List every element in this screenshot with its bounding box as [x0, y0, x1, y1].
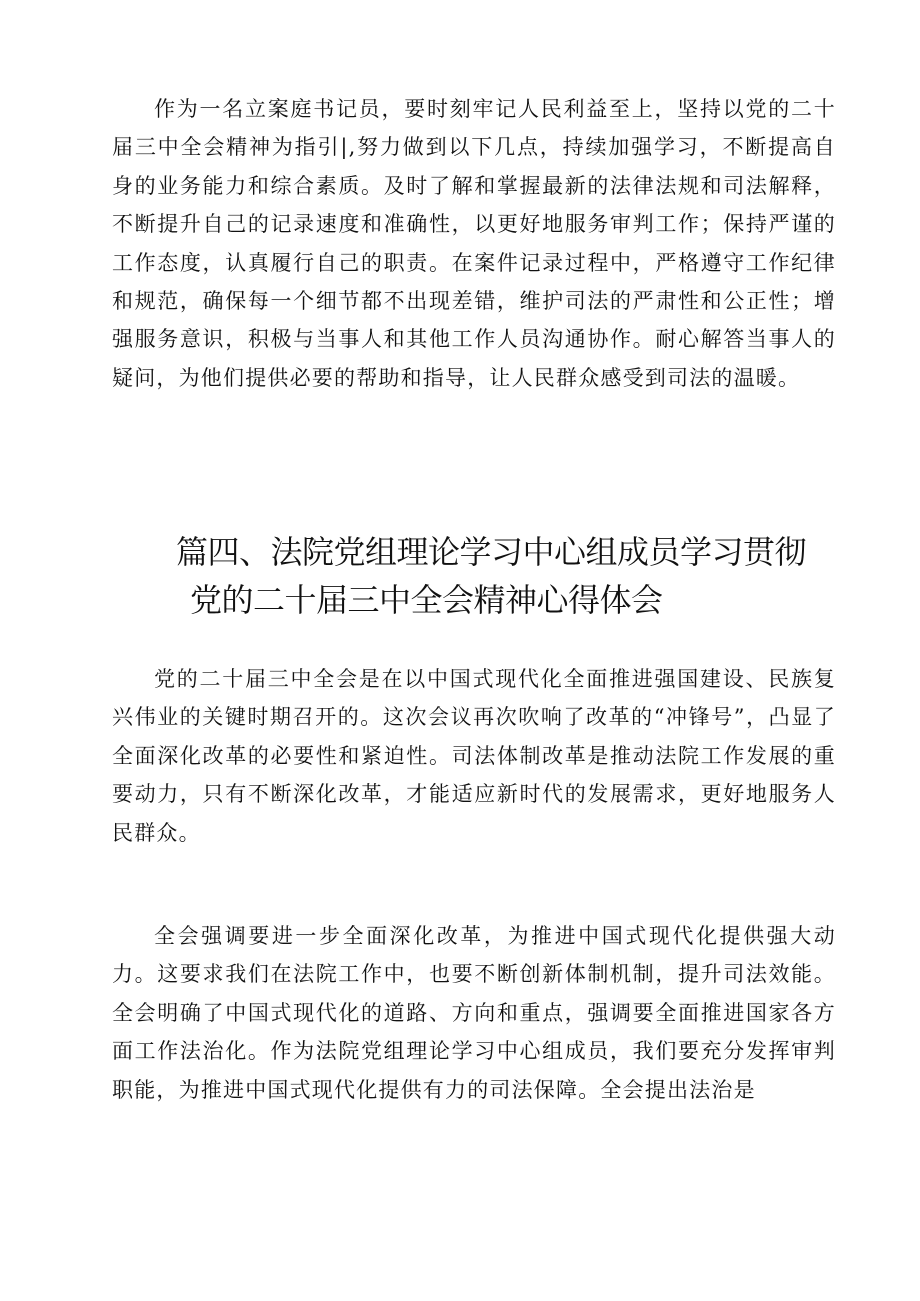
section-heading: [176, 528, 848, 624]
section-heading-line-1: 篇四、法院党组理论学习中心组成员学习贯彻: [176, 533, 807, 571]
body-paragraph-clerk-duties: 作为一名立案庭书记员，要时刻牢记人民利益至上，坚持以党的二十届三中全会精神为指引|,努力做到以下几点，持续加强学习，不断提高自身的业务能力和综合素质。及时了解和掌握最新的法律法规和司法解释，不断提升自己的记录速度和准确性，以更好地服务审判工作；保持严谨的工作态度，认真履行自己的职责。在案件记录过程中，严格遵守工作纪律和规范，确保每一个细节都不出现差错，维护司法的严肃性和公正性；增强服务意识，积极与当事人和其他工作人员沟通协作。耐心解答当事人的疑问，为他们提供必要的帮助和指导，让人民群众感受到司法的温暖。: [112, 97, 836, 390]
body-paragraph-plenary-session: 党的二十届三中全会是在以中国式现代化全面推进强国建设、民族复兴伟业的关键时期召开的。这次会议再次吹响了改革的“冲锋号”，凸显了全面深化改革的必要性和紧迫性。司法体制改革是推动法院工作发展的重要动力，只有不断深化改革，才能适应新时代的发展需求，更好地服务人民群众。: [112, 667, 836, 845]
body-paragraph-deepening-reform: 全会强调要进一步全面深化改革，为推进中国式现代化提供强大动力。这要求我们在法院工作中，也要不断创新体制机制，提升司法效能。全会明确了中国式现代化的道路、方向和重点，强调要全面推进国家各方面工作法治化。作为法院党组理论学习中心组成员，我们要充分发挥审判职能，为推进中国式现代化提供有力的司法保障。全会提出法治是: [112, 924, 836, 1102]
section-heading-line-2: 党的二十届三中全会精神心得体会: [190, 581, 663, 619]
